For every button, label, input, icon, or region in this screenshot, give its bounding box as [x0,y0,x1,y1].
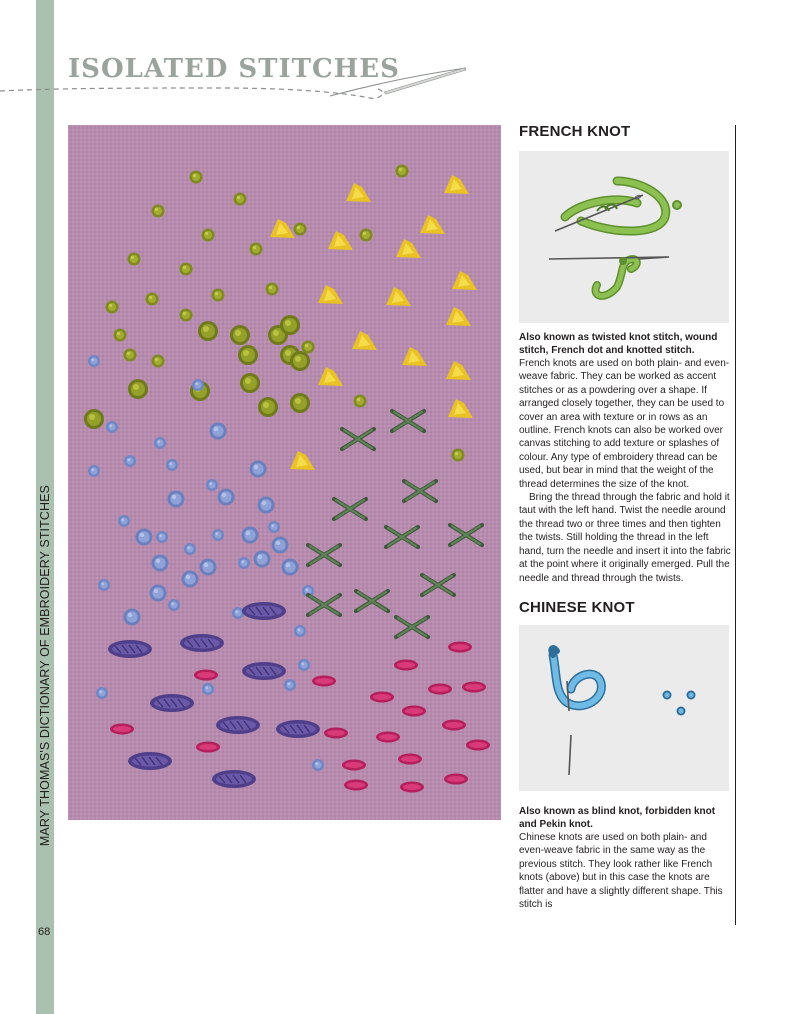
stitch-line-decoration [0,62,480,106]
french-knot-diagram [519,151,729,323]
chinese-knot-para-1: Chinese knots are used on both plain- and even-weave fabric in the same way as the previous stitch. They look rather like French knots (above) but in this case the knots are flatter and have a slightly different shape. This stitch is [519,831,723,910]
section-title-chinese-knot: CHINESE KNOT [519,598,635,616]
embroidery-sample-photo [68,125,501,820]
needle-icon [384,68,466,94]
running-head: MARY THOMAS'S DICTIONARY OF EMBROIDERY STITCHES [38,485,52,847]
chapter-title: ISOLATED STITCHES [68,54,400,84]
section-title-french-knot: FRENCH KNOT [519,123,631,140]
text-column [519,125,735,911]
chinese-knot-aka: Also known as blind knot, forbidden knot and Pekin knot. [519,805,716,830]
column-rule [735,125,736,925]
page-number: 68 [38,926,51,938]
chinese-knot-diagram [519,625,729,791]
french-knot-para-2: Bring the thread through the fabric and hold it taut with the left hand. Twist the needle around the thread two or three times and then tighten the twists. Still holding the thread in the left hand, turn the needle and insert it into the fabric at the point where it originally emerged. Pull the needle and thread through the twists. [519,492,731,584]
french-knot-para-1: French knots are used on both plain- and even-weave fabric. They can be worked as accent stitches or as a powdering over a shape. If arranged closely together, they can be used to cover an area with texture or in rows as an outline. French knots can also be worked over canvas stitching to add texture or splashes of colour. Any type of embroidery thread can be used, but bear in mind that the weight of the thread determines the size of the knot. [519,358,730,490]
french-knot-aka: Also known as twisted knot stitch, wound stitch, French dot and knotted stitch. [519,332,718,356]
